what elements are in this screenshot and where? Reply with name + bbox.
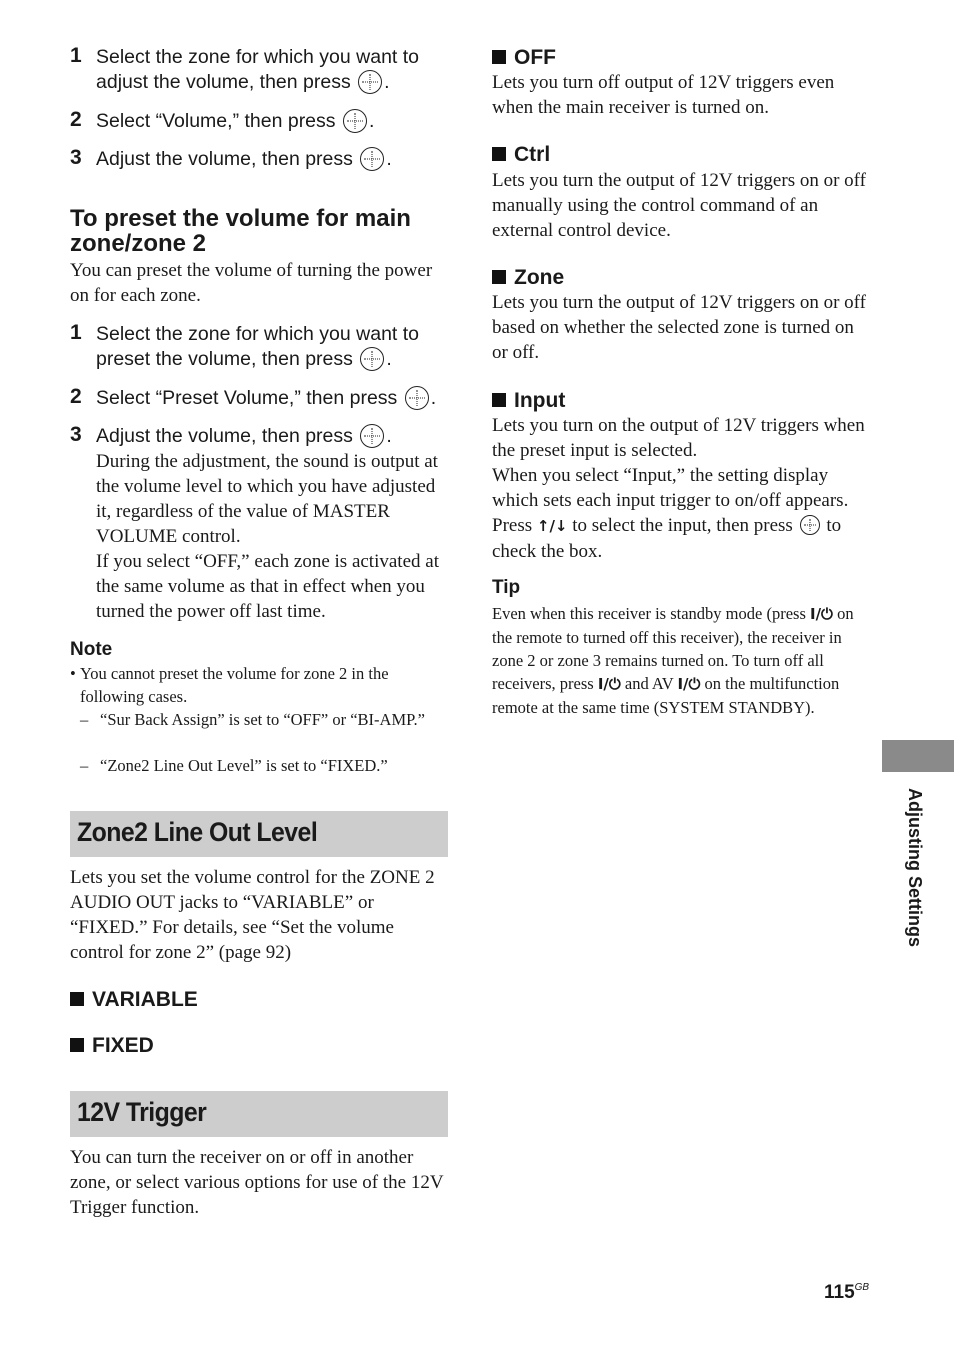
page-number-value: 115 — [824, 1282, 855, 1303]
power-icon: I/⏻ — [810, 605, 833, 623]
square-bullet-icon — [492, 50, 506, 64]
tip-body — [492, 602, 868, 719]
note-dash-2-text: “Zone2 Line Out Level” is set to “FIXED.” — [100, 756, 388, 775]
option-label: Input — [514, 389, 566, 412]
zone-description: Lets you turn the output of 12V triggers on or off based on whether the selected zone is turned on or off. — [492, 292, 866, 363]
page-number — [824, 1282, 869, 1304]
note-bullet: • You cannot preset the volume for zone 2 in the following cases. — [70, 662, 448, 708]
note-dash-1: – “Sur Back Assign” is set to “OFF” or “BI-AMP.” — [80, 708, 448, 731]
step-2-select-volume: 2 Select “Volume,” then press . — [70, 108, 375, 132]
input-description-3 — [492, 513, 868, 564]
preset-intro: You can preset the volume of turning the power on for each zone. — [70, 260, 433, 306]
step-detail-2: If you select “OFF,” each zone is activated at the same volume as that in effect when you turned the power off last time. — [96, 551, 439, 622]
square-bullet-icon — [492, 147, 506, 161]
page-number-suffix: GB — [854, 1282, 870, 1293]
step-text: Select the zone for which you want to preset the volume, then press — [96, 323, 420, 370]
step-text: Adjust the volume, then press — [96, 148, 353, 170]
note-bullet-text: You cannot preset the volume for zone 2 in the following cases. — [80, 664, 389, 706]
enter-button-icon — [343, 109, 367, 133]
option-off — [492, 46, 556, 70]
step-text: Select “Volume,” then press — [96, 110, 336, 132]
off-description: Lets you turn off output of 12V triggers even when the main receiver is turned on. — [492, 72, 835, 118]
section-side-label: Adjusting Settings — [905, 788, 925, 947]
option-fixed — [70, 1034, 154, 1058]
tip-text-2: on the remote to turned off this receiver), the receiver in zone 2 or zone 3 remains turned on. To turn off all receivers, press — [492, 604, 854, 693]
preset-step-1: 1 Select the zone for which you want to preset the volume, then press . — [70, 321, 420, 370]
square-bullet-icon — [70, 1038, 84, 1052]
step-number: 1 — [70, 321, 82, 344]
note-dash-1-text: “Sur Back Assign” is set to “OFF” or “BI-AMP.” — [100, 710, 425, 729]
input-description — [492, 413, 868, 564]
zone2-description: Lets you set the volume control for the ZONE 2 AUDIO OUT jacks to “VARIABLE” or “FIXED.” For details, see “Set the volume control for zone 2” (page 92) — [70, 867, 435, 963]
step-text: Adjust the volume, then press — [96, 425, 353, 447]
preset-step-2: 2 Select “Preset Volume,” then press . — [70, 385, 437, 409]
step-1-select-zone: 1 Select the zone for which you want to adjust the volume, then press . — [70, 44, 420, 93]
enter-button-icon — [360, 347, 384, 371]
option-label: Ctrl — [514, 143, 551, 166]
step-3-adjust-volume: 3 Adjust the volume, then press . — [70, 146, 392, 170]
ctrl-description: Lets you turn the output of 12V triggers on or off manually using the control command of an external control device. — [492, 170, 866, 241]
section-tab-marker — [882, 740, 954, 772]
option-label: FIXED — [92, 1034, 154, 1057]
enter-button-icon — [360, 147, 384, 171]
option-input — [492, 389, 565, 413]
option-label: Zone — [514, 266, 565, 289]
step-number: 2 — [70, 385, 82, 408]
option-ctrl — [492, 143, 550, 167]
input-press-text: Press — [492, 515, 533, 536]
enter-button-icon — [360, 424, 384, 448]
square-bullet-icon — [492, 270, 506, 284]
note-dash-2: – “Zone2 Line Out Level” is set to “FIXED.” — [80, 754, 448, 777]
note-label: Note — [70, 639, 113, 660]
trigger-section-header — [70, 1091, 448, 1137]
input-description-2: When you select “Input,” the setting display which sets each input trigger to on/off appears. — [492, 465, 849, 511]
step-number: 2 — [70, 108, 82, 131]
zone2-section-header — [70, 811, 448, 857]
power-icon: I/⏻ — [677, 675, 701, 693]
zone2-section-title: Zone2 Line Out Level — [77, 817, 318, 847]
step-detail-1: During the adjustment, the sound is output at the volume level to which you have adjusted it, regardless of the value of MASTER VOLUME control. — [96, 451, 438, 547]
trigger-description: You can turn the receiver on or off in another zone, or select various options for use of the 12V Trigger function. — [70, 1147, 444, 1218]
tip-text-1: Even when this receiver is standby mode (press — [492, 604, 806, 623]
step-text: Select the zone for which you want to adjust the volume, then press — [96, 46, 420, 93]
trigger-section-title: 12V Trigger — [77, 1097, 207, 1127]
input-description-1: Lets you turn on the output of 12V triggers when the preset input is selected. — [492, 415, 865, 461]
tip-text-4: on the multifunction remote at the same time (SYSTEM STANDBY). — [492, 674, 840, 717]
option-variable — [70, 988, 198, 1012]
step-number: 1 — [70, 44, 82, 67]
power-icon: I/⏻ — [597, 675, 621, 693]
enter-button-icon — [800, 515, 820, 535]
input-press-end-text: to check the box. — [492, 515, 842, 562]
input-press-after-text: to select the input, then press — [572, 515, 793, 536]
preset-step-3: 3 Adjust the volume, then press . During the adjustment, the sound is output at the volume level to which you have adjusted it, regardless of the value of MASTER VOLUME control. If you select “OFF,” each zone is activated at the same volume as that in effect when you turned the power off last time. — [70, 424, 448, 624]
tip-label: Tip — [492, 577, 521, 598]
square-bullet-icon — [492, 393, 506, 407]
step-number: 3 — [70, 146, 82, 169]
option-label: VARIABLE — [92, 988, 198, 1011]
option-zone — [492, 266, 564, 290]
up-down-arrow-icon: ↑/↓ — [536, 517, 568, 535]
tip-text-3: and AV — [624, 674, 674, 693]
step-number: 3 — [70, 423, 82, 446]
preset-heading: To preset the volume for main zone/zone 2 — [70, 205, 411, 257]
enter-button-icon — [358, 70, 382, 94]
option-label: OFF — [514, 46, 556, 69]
step-text: Select “Preset Volume,” then press — [96, 387, 398, 409]
square-bullet-icon — [70, 992, 84, 1006]
enter-button-icon — [405, 386, 429, 410]
